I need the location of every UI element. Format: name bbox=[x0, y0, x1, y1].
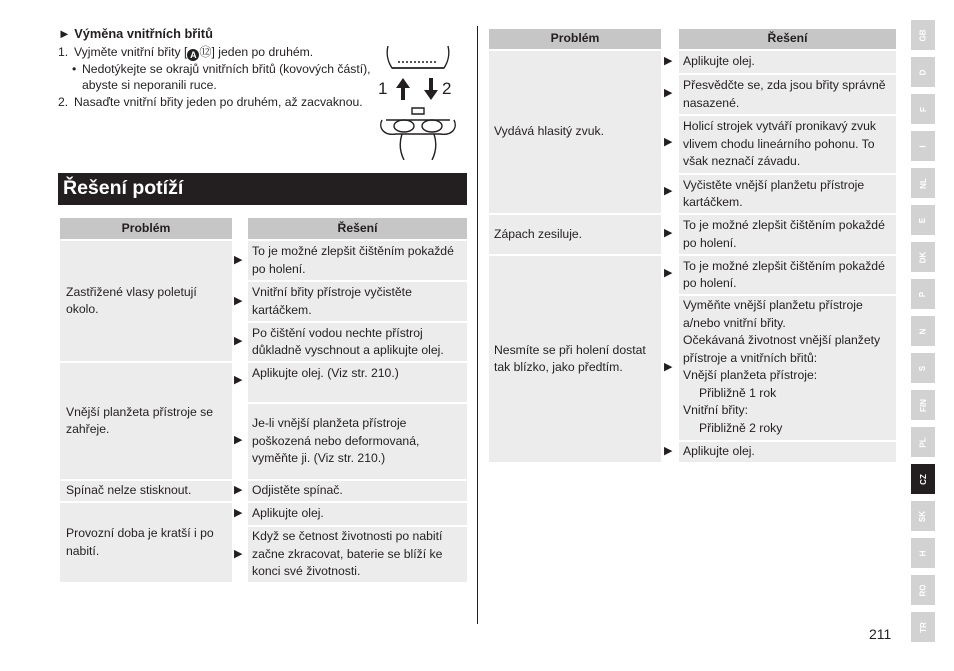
language-tab-e[interactable]: E bbox=[911, 205, 935, 235]
solution-cell: Je-li vnější planžeta přístroje poškozená nebo deformovaná, vyměňte ji. (Viz str. 210.) bbox=[248, 404, 467, 479]
circle-a-icon: A bbox=[187, 49, 199, 61]
solution-cell: Aplikujte olej. bbox=[679, 442, 896, 462]
figure-label-1: 1 bbox=[378, 79, 388, 98]
inner-blade-lifetime: Přibližně 2 roky bbox=[699, 420, 783, 435]
column-header-solution: Řešení bbox=[679, 29, 896, 49]
solution-cell: Vnitřní břity přístroje vyčistěte kartáčkem. bbox=[248, 282, 467, 321]
language-tab-fin[interactable]: FIN bbox=[911, 390, 935, 420]
page-number: 211 bbox=[869, 626, 892, 642]
arrow-icon: ▶ bbox=[664, 361, 673, 373]
step-1 bbox=[58, 44, 378, 61]
language-tab-pl[interactable]: PL bbox=[911, 427, 935, 457]
arrow-icon: ▶ bbox=[234, 254, 243, 266]
outer-foil-label: Vnější planžeta přístroje: bbox=[683, 368, 818, 382]
step-text: Vyjměte vnitřní břity [ A ⑫] jeden po druhém. bbox=[74, 44, 314, 60]
problem-cell: Nesmíte se při holení dostat tak blízko, jako předtím. bbox=[489, 256, 661, 462]
intro-section bbox=[58, 26, 378, 110]
language-tab-d[interactable]: D bbox=[911, 57, 935, 87]
language-tab-nl[interactable]: NL bbox=[911, 168, 935, 198]
solution-cell: Když se četnost životnosti po nabití začne zkracovat, baterie se blíží ke konci své životnosti. bbox=[248, 527, 467, 582]
solution-cell bbox=[679, 296, 896, 440]
arrow-icon: ▶ bbox=[664, 87, 673, 99]
bullet-dot: • bbox=[72, 61, 77, 76]
figure-label-2: 2 bbox=[442, 79, 452, 98]
arrow-icon: ▶ bbox=[234, 434, 243, 446]
arrow-icon: ▶ bbox=[234, 374, 243, 386]
arrow-icon: ▶ bbox=[664, 185, 673, 197]
solution-cell: Přesvědčte se, zda jsou břity správně nasazené. bbox=[679, 75, 896, 114]
intro-title: ► Výměna vnitřních břitů bbox=[58, 26, 213, 41]
language-tab-ro[interactable]: RO bbox=[911, 575, 935, 605]
arrow-icon: ▶ bbox=[664, 55, 673, 67]
column-divider bbox=[477, 26, 478, 624]
replace-instruction: Vyměňte vnější planžetu přístroje a/nebo vnitřní břity. bbox=[683, 298, 863, 330]
language-tab-s[interactable]: S bbox=[911, 353, 935, 383]
language-tab-h[interactable]: H bbox=[911, 538, 935, 568]
language-tab-p[interactable]: P bbox=[911, 279, 935, 309]
solution-cell: Odjistěte spínač. bbox=[248, 481, 467, 501]
solution-cell: Aplikujte olej. (Viz str. 210.) bbox=[248, 363, 467, 402]
column-header-problem: Problém bbox=[60, 218, 232, 239]
problem-cell: Spínač nelze stisknout. bbox=[60, 481, 232, 501]
problem-cell: Vydává hlasitý zvuk. bbox=[489, 51, 661, 213]
step-1-note bbox=[58, 61, 378, 94]
step-number: 2. bbox=[58, 94, 69, 109]
language-tab-cz[interactable]: CZ bbox=[911, 464, 935, 494]
arrow-icon: ▶ bbox=[664, 445, 673, 457]
column-header-solution: Řešení bbox=[248, 218, 467, 239]
solution-cell: Vyčistěte vnější planžetu přístroje kartáčkem. bbox=[679, 175, 896, 213]
shaver-inner-blade-illustration bbox=[372, 42, 464, 160]
arrow-icon: ▶ bbox=[234, 548, 243, 560]
language-tab-tr[interactable]: TR bbox=[911, 612, 935, 642]
arrow-icon: ▶ bbox=[664, 227, 673, 239]
language-tab-i[interactable]: I bbox=[911, 131, 935, 161]
arrow-icon: ▶ bbox=[234, 507, 243, 519]
problem-cell: Zápach zesiluje. bbox=[489, 215, 661, 254]
language-tab-f[interactable]: F bbox=[911, 94, 935, 124]
step-2 bbox=[58, 94, 378, 111]
solution-cell: To je možné zlepšit čištěním pokaždé po holení. bbox=[679, 256, 896, 294]
problem-cell: Vnější planžeta přístroje se zahřeje. bbox=[60, 363, 232, 479]
arrow-icon: ▶ bbox=[234, 335, 243, 347]
language-tab-gb[interactable]: GB bbox=[911, 20, 935, 50]
page-title: Řešení potíží bbox=[58, 173, 467, 205]
inner-blade-label: Vnitřní břity: bbox=[683, 403, 749, 417]
arrow-icon: ▶ bbox=[664, 136, 673, 148]
step-text: Nasaďte vnitřní břity jeden po druhém, až zacvaknou. bbox=[74, 94, 363, 109]
solution-cell: To je možné zlepšit čištěním pokaždé po holení. bbox=[679, 215, 896, 254]
solution-cell: Po čištění vodou nechte přístroj důkladně vyschnout a aplikujte olej. bbox=[248, 323, 467, 361]
language-tab-bar bbox=[911, 20, 935, 649]
lifetime-intro: Očekávaná životnost vnější planžety přístroje a vnitřních břitů: bbox=[683, 333, 881, 365]
solution-cell: Aplikujte olej. bbox=[679, 51, 896, 73]
bullet-text: Nedotýkejte se okrajů vnitřních břitů (kovových částí), abyste si neporanili ruce. bbox=[82, 61, 371, 93]
solution-cell: To je možné zlepšit čištěním pokaždé po holení. bbox=[248, 241, 467, 280]
problem-cell: Zastřižené vlasy poletují okolo. bbox=[60, 241, 232, 361]
language-tab-n[interactable]: N bbox=[911, 316, 935, 346]
arrow-icon: ▶ bbox=[664, 267, 673, 279]
problem-cell: Provozní doba je kratší i po nabití. bbox=[60, 503, 232, 582]
solution-cell: Aplikujte olej. bbox=[248, 503, 467, 525]
language-tab-dk[interactable]: DK bbox=[911, 242, 935, 272]
outer-foil-lifetime: Přibližně 1 rok bbox=[699, 385, 777, 400]
arrow-icon: ▶ bbox=[234, 484, 243, 496]
arrow-icon: ▶ bbox=[234, 295, 243, 307]
column-header-problem: Problém bbox=[489, 29, 661, 49]
step-number: 1. bbox=[58, 44, 69, 59]
solution-cell: Holicí strojek vytváří pronikavý zvuk vlivem chodu lineárního pohonu. To však neznačí závadu. bbox=[679, 116, 896, 173]
language-tab-sk[interactable]: SK bbox=[911, 501, 935, 531]
